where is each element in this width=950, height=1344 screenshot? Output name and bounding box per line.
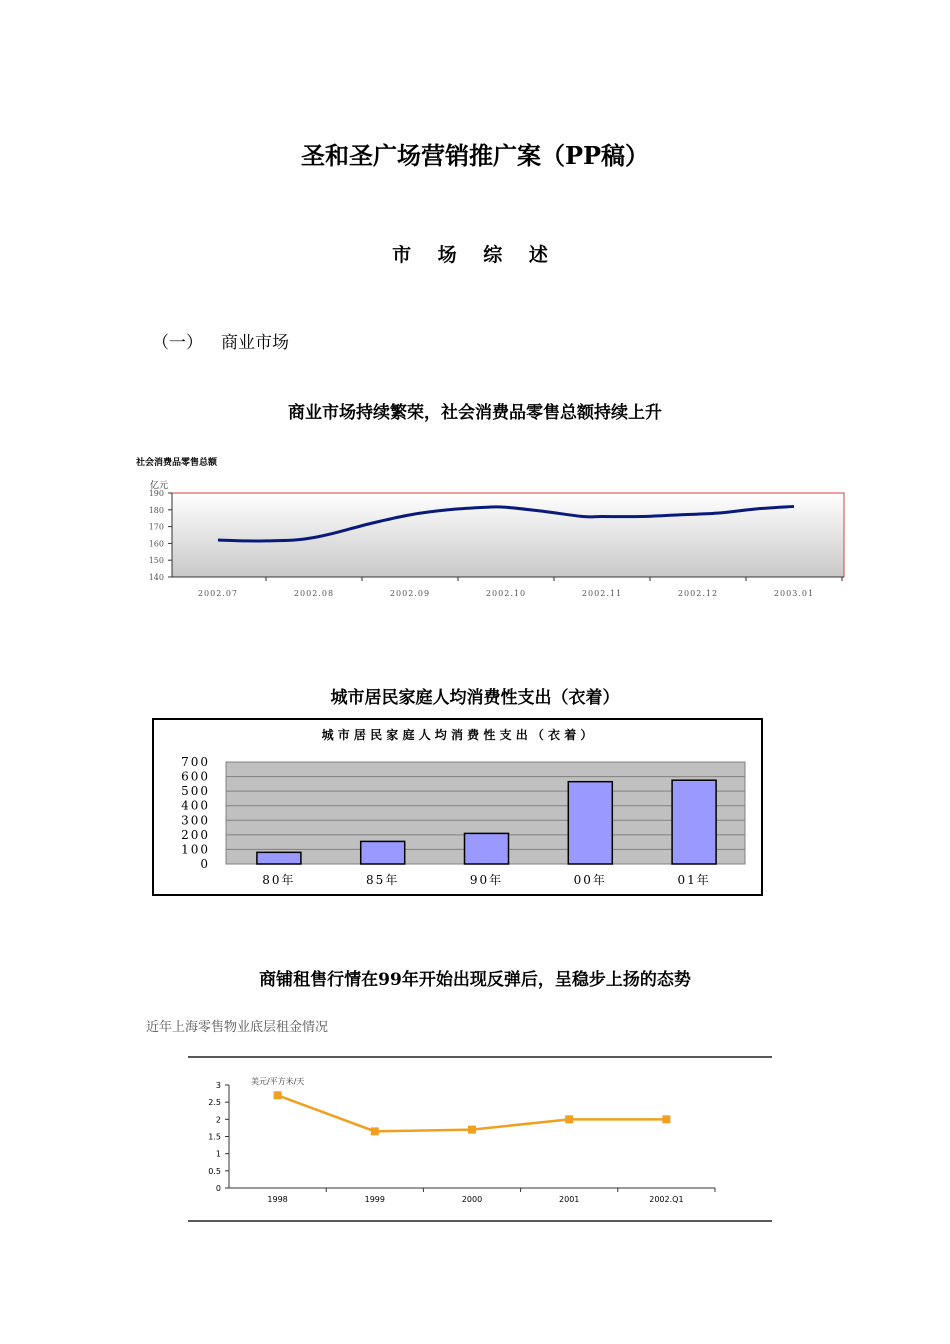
chart1-x-tick-label: 2002.09 <box>389 589 431 598</box>
chart2-bar <box>465 833 509 864</box>
chart3-data-point <box>274 1091 282 1099</box>
chart2-x-tick-label: 00年 <box>573 873 607 887</box>
chart3-y-tick-label: 2 <box>215 1115 221 1125</box>
clothing-expenditure-bar-chart <box>154 720 761 894</box>
chart3-data-point <box>468 1126 476 1134</box>
chart1-plot-area <box>172 493 844 577</box>
chart2-x-tick-label: 80年 <box>262 873 296 887</box>
chart2-bar <box>568 782 612 864</box>
chart2-x-tick-label: 90年 <box>469 873 504 887</box>
chart1-x-tick-label: 2003.01 <box>773 589 815 598</box>
chart3-y-tick-label: 3 <box>215 1081 221 1090</box>
chart1-y-tick-label: 140 <box>148 573 164 582</box>
chart3-x-tick-label: 1998 <box>267 1195 288 1204</box>
chart3-caption: 商铺租售行情在99年开始出现反弹后，呈稳步上扬的态势 <box>259 970 691 990</box>
chart2-bar <box>361 841 405 864</box>
chart3-x-tick-label: 1999 <box>364 1195 385 1204</box>
chart1-y-tick-label: 160 <box>148 539 164 549</box>
chart3-y-tick-label: 1.5 <box>208 1132 221 1142</box>
chart2-bar <box>257 852 301 864</box>
subsection-heading <box>152 328 289 353</box>
chart2-y-tick-label: 0 <box>200 857 210 871</box>
chart3-x-tick-label: 2001 <box>559 1195 580 1204</box>
subsection-label: 商业市场 <box>221 333 289 353</box>
chart1-caption: 商业市场持续繁荣，社会消费品零售总额持续上升 <box>288 403 662 423</box>
retail-sales-line-chart <box>128 450 858 610</box>
chart3-y-tick-label: 0.5 <box>208 1166 221 1176</box>
chart1-x-tick-label: 2002.12 <box>677 589 719 598</box>
section-heading: 市 场 综 述 <box>392 244 558 266</box>
chart2-x-tick-label: 85年 <box>366 873 400 887</box>
chart2-y-tick-label: 500 <box>181 784 210 799</box>
document-title: 圣和圣广场营销推广案（PP稿） <box>300 141 650 170</box>
chart2-y-tick-label: 700 <box>181 755 210 769</box>
chart2-x-tick-label: 01年 <box>677 873 711 887</box>
chart1-y-tick-label: 170 <box>148 522 164 532</box>
chart3-x-tick-label: 2000 <box>461 1195 483 1204</box>
chart1-x-tick-label: 2002.10 <box>485 589 527 598</box>
rent-line-chart <box>185 1050 775 1230</box>
chart3-title: 近年上海零售物业底层租金情况 <box>146 1020 329 1035</box>
chart1-title: 社会消费品零售总额 <box>136 458 218 468</box>
chart3-y-tick-label: 2.5 <box>208 1098 221 1108</box>
chart2-y-tick-label: 400 <box>181 798 210 813</box>
chart3-data-point <box>662 1115 670 1123</box>
chart3-y-unit: 美元/平方米/天 <box>251 1077 305 1086</box>
chart1-x-tick-label: 2002.08 <box>293 589 335 598</box>
chart3-y-tick-label: 0 <box>215 1184 221 1193</box>
chart2-caption: 城市居民家庭人均消费性支出（衣着） <box>330 688 620 708</box>
chart2-y-tick-label: 100 <box>181 842 210 857</box>
clothing-expenditure-chart-frame <box>152 718 763 896</box>
chart1-y-unit: 亿元 <box>150 481 169 491</box>
chart3-data-point <box>371 1127 379 1135</box>
chart1-y-tick-label: 190 <box>148 489 164 498</box>
chart2-y-tick-label: 300 <box>181 813 210 828</box>
chart3-y-tick-label: 1 <box>215 1149 221 1159</box>
chart2-bar <box>672 780 716 864</box>
chart1-x-tick-label: 2002.07 <box>197 589 239 598</box>
chart3-x-tick-label: 2002.Q1 <box>649 1195 684 1204</box>
chart3-data-point <box>565 1115 573 1123</box>
chart1-x-tick-label: 2002.11 <box>581 589 623 598</box>
chart1-y-tick-label: 180 <box>148 505 164 515</box>
chart2-y-tick-label: 200 <box>181 827 210 842</box>
chart1-y-tick-label: 150 <box>148 556 164 566</box>
chart2-y-tick-label: 600 <box>181 769 210 784</box>
subsection-number: （一） <box>152 333 203 353</box>
chart2-title: 城 市 居 民 家 庭 人 均 消 费 性 支 出 （ 衣 着 ） <box>321 728 593 742</box>
